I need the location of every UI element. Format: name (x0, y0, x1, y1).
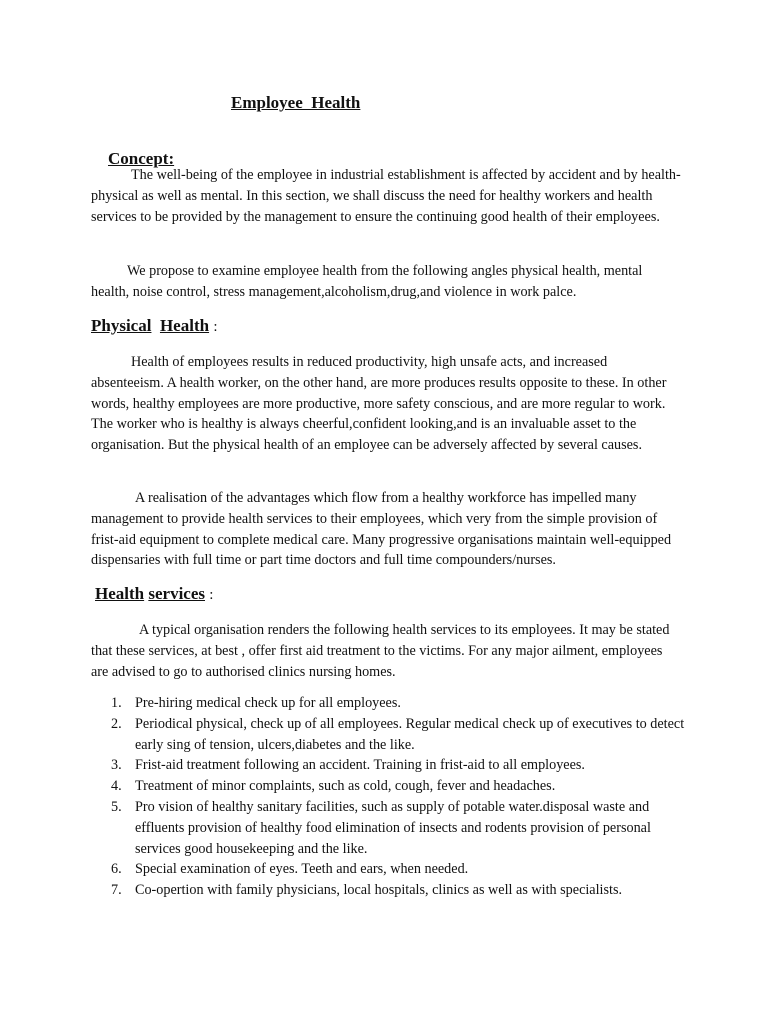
concept-paragraph-1-text: The well-being of the employee in industrial establishment is affected by accident and by health-physical as well as mental. In this section, we shall discuss the need for healthy workers and health services to be provided by the management to ensure the continuing good health of their employees. (91, 167, 681, 225)
list-item-text: Special examination of eyes. Teeth and ears, when needed. (135, 861, 469, 878)
list-item (91, 776, 691, 797)
health-services-paragraph (91, 620, 681, 682)
list-item (91, 797, 691, 859)
list-item-number: 7. (111, 882, 122, 899)
list-item-text: Frist-aid treatment following an accident. Training in frist-aid to all employees. (135, 757, 585, 774)
health-services-heading-colon: : (209, 587, 214, 603)
list-item-number: 2. (111, 715, 122, 732)
physical-health-paragraph-1 (91, 352, 681, 456)
concept-paragraph-2-text: We propose to examine employee health from the following angles physical health, mental health, noise control, stress management,alcoholism,drug,and violence in work palce. (91, 263, 643, 300)
health-services-heading-word2: services (148, 584, 205, 603)
document-title: Employee Health (231, 93, 361, 112)
list-item-number: 3. (111, 757, 122, 774)
physical-health-paragraph-1-text: Health of employees results in reduced productivity, high unsafe acts, and increased absenteeism. A health worker, on the other hand, are more produces results opposite to these. In other words, healthy employees are more productive, more safety conscious, and are more regular to work. The worker who is healthy is always cheerful,confident looking,and is an invaluable asset to the organisation. But the physical health of an employee can be adversely affected by several causes. (91, 354, 667, 454)
list-item-number: 5. (111, 798, 122, 815)
health-services-heading (95, 584, 213, 604)
list-item-text: Pro vision of healthy sanitary facilities, such as supply of potable water.disposal waste and effluents provision of healthy food elimination of insects and rodents provision of personal services good housekeeping and the like. (135, 798, 651, 857)
list-item-text: Treatment of minor complaints, such as cold, cough, fever and headaches. (135, 778, 556, 795)
list-item (91, 859, 691, 880)
health-services-paragraph-text: A typical organisation renders the following health services to its employees. It may be stated that these services, at best , offer first aid treatment to the victims. For any major ailment, employees are advised to go to authorised clinics nursing homes. (91, 622, 670, 680)
list-item-text: Co-opertion with family physicians, local hospitals, clinics as well as with specialists. (135, 882, 623, 899)
physical-health-heading (91, 316, 217, 336)
physical-health-heading-word2: Health (159, 316, 210, 335)
physical-health-heading-word1: Physical (91, 316, 152, 335)
list-item (91, 880, 691, 901)
concept-paragraph-1 (91, 165, 681, 227)
list-item-text: Pre-hiring medical check up for all employees. (135, 695, 401, 711)
concept-paragraph-2 (91, 261, 681, 303)
physical-health-heading-colon: : (213, 319, 218, 335)
concept-heading-text: Concept: (108, 149, 175, 168)
list-item-number: 4. (111, 778, 122, 795)
list-item-number: 6. (111, 861, 122, 878)
list-item (91, 693, 691, 714)
list-item (91, 714, 691, 756)
list-item-text: Periodical physical, check up of all employees. Regular medical check up of executives to detect early sing of tension, ulcers,diabetes and the like. (135, 715, 685, 753)
physical-health-paragraph-2-text: A realisation of the advantages which flow from a healthy workforce has impelled many management to provide health services to their employees, which very from the simple provision of frist-aid equipment to complete medical care. Many progressive organisations maintain well-equipped dispensaries with full time or part time doctors and full time compounders/nurses. (91, 490, 672, 569)
health-services-list (91, 693, 691, 901)
list-item (91, 755, 691, 776)
list-item-number: 1. (111, 695, 122, 711)
physical-health-paragraph-2 (91, 488, 681, 571)
health-services-heading-word1: Health (95, 584, 145, 603)
